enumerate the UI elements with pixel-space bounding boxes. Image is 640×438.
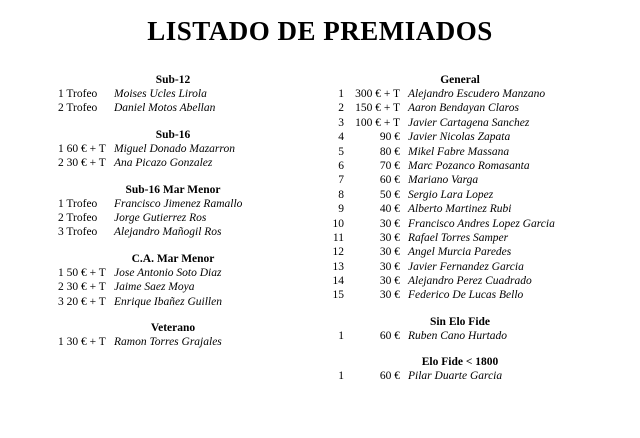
position-number: 6 [338, 159, 344, 172]
position-number: 10 [332, 217, 344, 230]
winner-name: Mariano Varga [408, 174, 479, 187]
list-item [58, 101, 288, 115]
winner-name: Miguel Donado Mazarron [114, 142, 235, 155]
winner-name: Jorge Gutierrez Ros [114, 211, 207, 224]
winner-name: Ruben Cano Hurtado [408, 329, 508, 342]
prize-text: 80 € [379, 145, 400, 158]
position-number: 12 [332, 246, 344, 259]
winner-name: Marc Pozanco Romasanta [408, 159, 530, 172]
section-title-veterano: Veterano [150, 321, 196, 334]
position-number: 3 [338, 116, 344, 129]
page-title: LISTADO DE PREMIADOS [147, 16, 493, 46]
list-item [330, 288, 590, 302]
list-item [330, 159, 590, 173]
position-number: 5 [338, 145, 344, 158]
list-item [330, 231, 590, 245]
winner-name: Alejandro Perez Cuadrado [408, 275, 532, 288]
winner-name: Sergio Lara Lopez [408, 188, 494, 201]
prize-text: 60 € [379, 174, 400, 187]
winner-name: Enrique Ibañez Guillen [114, 295, 222, 308]
prize-text: 1 Trofeo [58, 197, 98, 210]
prize-text: 1 30 € + T [58, 335, 106, 348]
winner-name: Alejandro Escudero Manzano [408, 88, 546, 100]
winner-name: Javier Cartagena Sanchez [408, 116, 530, 129]
prize-text: 2 30 € + T [58, 157, 106, 170]
list-item [58, 211, 288, 225]
position-number: 14 [332, 275, 344, 288]
prize-text: 2 Trofeo [58, 102, 98, 115]
list-item [58, 87, 288, 101]
prize-text: 60 € [379, 370, 400, 383]
list-item [330, 145, 590, 159]
section-title-sin-elo-fide: Sin Elo Fide [429, 315, 491, 328]
list-item [330, 245, 590, 259]
position-number: 1 [338, 329, 344, 342]
section-title-general: General [440, 74, 480, 86]
list-item [330, 101, 590, 115]
prize-text: 50 € [379, 188, 400, 201]
left-column [58, 73, 288, 349]
prize-text: 30 € [379, 289, 400, 302]
prize-text: 3 20 € + T [58, 295, 106, 308]
section-title-sub12: Sub-12 [155, 74, 191, 86]
winner-name: Jose Antonio Soto Diaz [114, 266, 222, 279]
prize-text: 40 € [379, 203, 400, 216]
winner-name: Mikel Fabre Massana [408, 145, 510, 158]
winner-name: Rafael Torres Samper [408, 231, 509, 244]
prize-text: 30 € [379, 260, 400, 273]
list-item [330, 87, 590, 101]
list-item [330, 369, 590, 383]
list-item [58, 295, 288, 309]
list-item [58, 280, 288, 294]
prize-text: 90 € [379, 131, 400, 144]
winner-name: Ana Picazo Gonzalez [114, 157, 213, 170]
winner-name: Daniel Motos Abellan [114, 102, 216, 115]
position-number: 7 [338, 174, 344, 187]
list-item [330, 116, 590, 130]
prize-text: 1 50 € + T [58, 266, 106, 279]
prize-text: 2 30 € + T [58, 281, 106, 294]
prize-text: 30 € [379, 231, 400, 244]
section-title-elo-fide-1800: Elo Fide < 1800 [421, 356, 499, 369]
right-column [330, 73, 590, 384]
winner-name: Jaime Saez Moya [114, 281, 195, 294]
list-item [58, 225, 288, 239]
winner-name: Ramon Torres Grajales [114, 335, 222, 348]
winner-name: Moises Ucles Lirola [114, 88, 207, 100]
winner-name: Aaron Bendayan Claros [408, 102, 519, 115]
winner-name: Francisco Andres Lopez Garcia [408, 217, 555, 230]
list-item [330, 173, 590, 187]
prize-text: 2 Trofeo [58, 211, 98, 224]
list-item [330, 130, 590, 144]
winner-name: Alberto Martinez Rubi [408, 203, 512, 216]
prize-text: 300 € + T [355, 88, 400, 100]
prize-text: 1 60 € + T [58, 142, 106, 155]
winner-name: Alejandro Mañogil Ros [114, 226, 222, 239]
list-item [330, 188, 590, 202]
position-number: 13 [332, 260, 344, 273]
prize-text: 100 € + T [355, 116, 400, 129]
prize-text: 30 € [379, 217, 400, 230]
list-item [330, 329, 590, 343]
list-item [58, 142, 288, 156]
position-number: 2 [338, 102, 344, 115]
position-number: 1 [338, 88, 344, 100]
prize-text: 30 € [379, 246, 400, 259]
list-item [330, 260, 590, 274]
winner-name: Federico De Lucas Bello [408, 289, 524, 302]
winner-name: Pilar Duarte Garcia [408, 370, 503, 383]
section-title-sub16: Sub-16 [155, 128, 191, 141]
position-number: 8 [338, 188, 344, 201]
winner-name: Javier Nicolas Zapata [408, 131, 511, 144]
position-number: 11 [332, 231, 344, 244]
list-item [58, 197, 288, 211]
prize-text: 1 Trofeo [58, 88, 98, 100]
winner-name: Angel Murcia Paredes [408, 246, 512, 259]
list-item [330, 202, 590, 216]
prize-text: 60 € [379, 329, 400, 342]
winner-name: Javier Fernandez Garcia [408, 260, 524, 273]
section-title-ca-mar-menor: C.A. Mar Menor [131, 252, 215, 265]
prize-text: 30 € [379, 275, 400, 288]
prize-text: 3 Trofeo [58, 226, 98, 239]
list-item [58, 156, 288, 170]
list-item [58, 335, 288, 349]
section-title-sub16-mar-menor: Sub-16 Mar Menor [125, 183, 221, 196]
position-number: 9 [338, 203, 344, 216]
list-item [330, 274, 590, 288]
winner-name: Francisco Jimenez Ramallo [114, 197, 243, 210]
prize-text: 150 € + T [355, 102, 400, 115]
position-number: 1 [338, 370, 344, 383]
list-item [330, 217, 590, 231]
prize-text: 70 € [379, 159, 400, 172]
list-item [58, 266, 288, 280]
position-number: 15 [332, 289, 344, 302]
position-number: 4 [338, 131, 344, 144]
